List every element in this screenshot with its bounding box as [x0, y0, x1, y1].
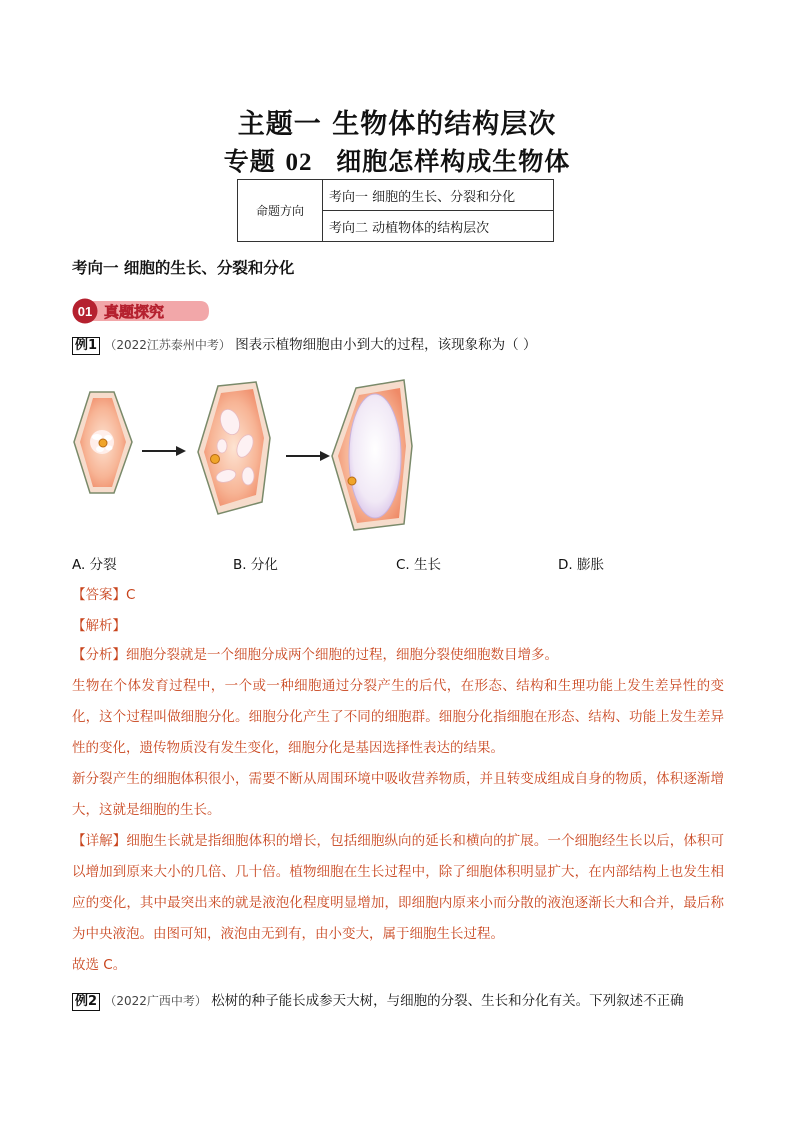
xiangjie-text: 细胞生长就是指细胞体积的增长，包括细胞纵向的延长和横向的扩展。一个细胞经生长以后，体积可以增加到原来大小的几倍、几十倍。植物细胞在生长过程中，除了细胞体积明显扩大，在内部结构上也发生相应的变化，其中最突出来的就是液泡化程度明显增加，即细胞内原来小而分散的液泡逐渐长大和合并，最后称为中央液泡。由图可知，液泡由无到有，由小变大，属于细胞生长过程。 — [72, 833, 725, 942]
example1-tag: 例1 — [72, 337, 100, 355]
direction-table-head: 命题方向 — [238, 180, 323, 242]
arrow-icon — [142, 446, 186, 456]
large-cell — [332, 380, 412, 530]
example2-question-text: 松树的种子能长成参天大树，与细胞的分裂、生长和分化有关。下列叙述不正确 — [211, 993, 684, 1009]
fenxi-label: 【分析】 — [72, 647, 126, 663]
subtitle-prefix: 专题 — [223, 147, 276, 176]
example1-question-text: 图表示植物细胞由小到大的过程，该现象称为（ ） — [235, 337, 537, 353]
option-a: A. 分裂 — [72, 557, 117, 573]
direction-table — [237, 179, 554, 242]
answer-label: 【答案】 — [72, 587, 126, 603]
banner-label: 真题探究 — [104, 303, 165, 321]
example2-tag: 例2 — [72, 993, 100, 1011]
option-b: B. 分化 — [233, 557, 278, 573]
fenxi-text: 细胞分裂就是一个细胞分成两个细胞的过程，细胞分裂使细胞数目增多。 — [126, 647, 558, 663]
example1-source: （2022江苏泰州中考） — [104, 338, 231, 352]
analysis-paragraph-3: 新分裂产生的细胞体积很小，需要不断从周围环境中吸收营养物质，并且转变成组成自身的物质，体积逐渐增大，这就是细胞的生长。 — [72, 771, 724, 818]
xiangjie-label: 【详解】 — [72, 833, 127, 849]
example2-source: （2022广西中考） — [104, 994, 207, 1008]
analysis-label: 【解析】 — [72, 618, 126, 634]
subtitle-number: 02 — [285, 149, 313, 176]
option-d: D. 膨胀 — [558, 557, 604, 573]
medium-cell — [198, 382, 270, 514]
analysis-conclusion: 故选 C。 — [72, 957, 127, 973]
direction-item-1: 考向一 细胞的生长、分裂和分化 — [323, 180, 554, 211]
analysis-paragraph-2: 生物在个体发育过程中，一个或一种细胞通过分裂产生的后代，在形态、结构和生理功能上发生差异性的变化，这个过程叫做细胞分化。细胞分化产生了不同的细胞群。细胞分化指细胞在形态、结构、功能上发生差异性的变化，遗传物质没有发生变化，细胞分化是基因选择性表达的结果。 — [72, 678, 724, 756]
example1-question — [72, 333, 536, 355]
page-title: 主题一 生物体的结构层次 — [237, 109, 557, 140]
cell-growth-figure — [70, 376, 420, 534]
answer-value: C — [126, 587, 136, 603]
direction-item-2: 考向二 动植物体的结构层次 — [323, 211, 554, 242]
analysis-fenxi — [72, 640, 724, 671]
banner-number: 01 — [77, 304, 93, 319]
subtitle-text: 细胞怎样构成生物体 — [336, 147, 571, 176]
small-cell — [74, 392, 132, 493]
option-c: C. 生长 — [396, 557, 442, 573]
analysis-xiangjie — [72, 826, 724, 950]
page-subtitle — [0, 142, 794, 178]
arrow-icon — [286, 451, 330, 461]
section-banner — [72, 298, 210, 324]
section-title: 考向一 细胞的生长、分裂和分化 — [72, 259, 295, 277]
example2-question — [72, 989, 728, 1011]
answer — [72, 583, 135, 603]
